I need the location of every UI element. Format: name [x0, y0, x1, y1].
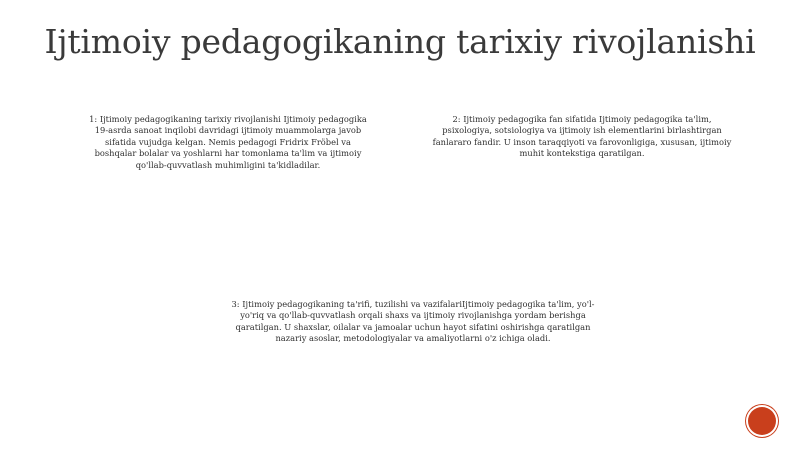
text-block-3: 3: Ijtimoiy pedagogikaning ta'rifi, tuzilishi va vazifalariIjtimoiy pedagogika ta'lim, yo'l-yo'riq va qo'llab-quvvatlash orqali shaxs va ijtimoiy rivojlanishga yordam berishga qaratilgan. U shaxslar, oilalar va jamoalar uchun hayot sifatini oshirishga qaratilgan nazariy asoslar, metodologiyalar va amaliyotlarni o'z ichiga oladi.	[231, 299, 595, 344]
text-block-1: 1: Ijtimoiy pedagogikaning tarixiy rivojlanishi Ijtimoiy pedagogika 19-asrda sanoat inqilobi davridagi ijtimoiy muammolarga javob sifatida vujudga kelgan. Nemis pedagogi Fridrix Fröbel va boshqalar bolalar va yoshlarni har tomonlama ta'lim va ijtimoiy qo'llab-quvvatlash muhimligini ta'kidladilar.	[89, 114, 367, 170]
slide-title: Ijtimoiy pedagogikaning tarixiy rivojlanishi	[44, 22, 756, 61]
circle-button-icon[interactable]	[748, 407, 776, 435]
text-block-2: 2: Ijtimoiy pedagogika fan sifatida Ijtimoiy pedagogika ta'lim, psixologiya, sotsiologiya va ijtimoiy ish elementlarini birlashtirgan fanlararo fandir. U inson taraqqiyoti va farovonligiga, xususan, ijtimoiy muhit kontekstiga qaratilgan.	[432, 114, 732, 159]
